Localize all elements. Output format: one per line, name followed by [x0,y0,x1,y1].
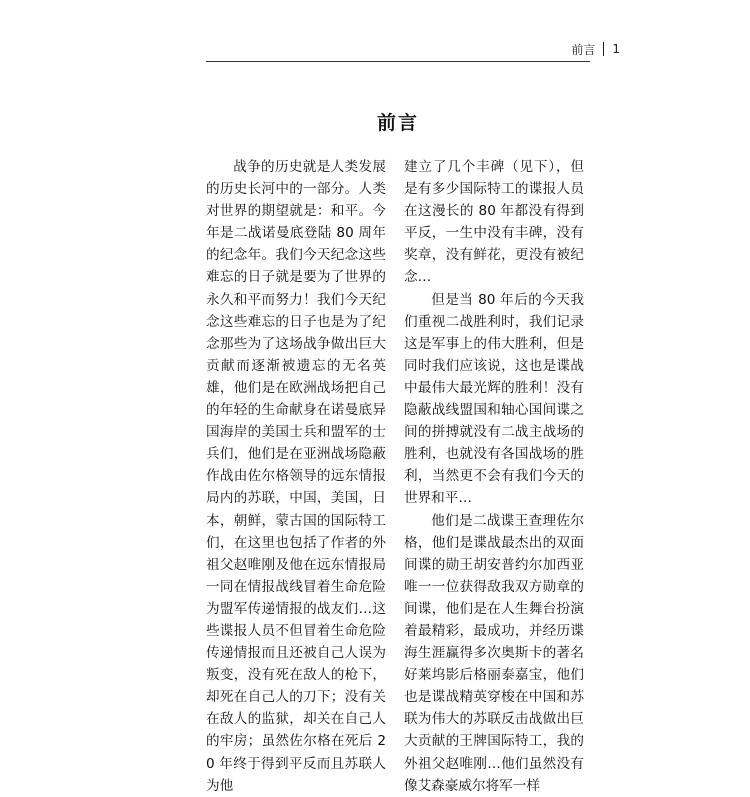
paragraph: 但是当 80 年后的今天我们重视二战胜利时，我们记录这是军事上的伟大胜利，但是同时我们应该说，这也是谍战中最伟大最光辉的胜利！没有隐蔽战线盟国和轴心国间谍之间的拼搏就没有二战主战场的胜利，也就没有各国战场的胜利，当然更不会有我们今天的世界和平… [404,291,584,507]
right-text-column [404,156,584,797]
paragraph: 建立了几个丰碑（见下），但是有多少国际特工的谍报人员在这漫长的 80 年都没有得到平反，一生中没有丰碑，没有奖章，没有鲜花，更没有被纪念… [404,159,584,286]
chapter-title: 前言 [376,112,419,134]
running-header-separator [603,42,604,56]
running-header [571,40,620,58]
left-text-column [206,156,386,797]
header-rule [206,61,590,62]
paragraph: 战争的历史就是人类发展的历史长河中的一部分。人类对世界的期望就是：和平。今年是二战诺曼底登陆 80 周年的纪念年。我们今天纪念这些难忘的日子就是要为了世界的永久和平而努力！我们今天纪念这些难忘的日子也是为了纪念那些为了这场战争做出巨大贡献而逐渐被遗忘的无名英雄，他们是在欧洲战场把自己的年轻的生命献身在诺曼底异国海岸的美国士兵和盟军的士兵们，他们是在亚洲战场隐蔽作战由佐尔格领导的远东情报局内的苏联，中国，美国，日本，朝鲜，蒙古国的国际特工们，在这里也包括了作者的外祖父赵唯刚及他在远东情报局一同在情报战线冒着生命危险为盟军传递情报的战友们…这些谍报人员不但冒着生命危险传递情报而且还被自己人误为叛变，没有死在敌人的枪下，却死在自己人的刀下；没有关在敌人的监狱，却关在自己人的牢房；虽然佐尔格在死后 20 年终于得到平反而且苏联人为他 [206,159,386,794]
paragraph: 他们是二战谍王查理佐尔格，他们是谍战最杰出的双面间谍的勋王胡安普约尔加西亚唯一一位获得敌我双方勋章的间谍，他们是在人生舞台扮演着最精彩，最成功，并经历谍海生涯赢得多次奥斯卡的著名好莱坞影后格丽泰嘉宝，他们也是谍战精英穿梭在中国和苏联为伟大的苏联反击战做出巨大贡献的王牌国际特工，我的外祖父赵唯刚…他们虽然没有像艾森豪威尔将军一样 [404,512,584,794]
page-number: 1 [612,42,620,56]
running-header-section-title: 前言 [571,42,596,57]
